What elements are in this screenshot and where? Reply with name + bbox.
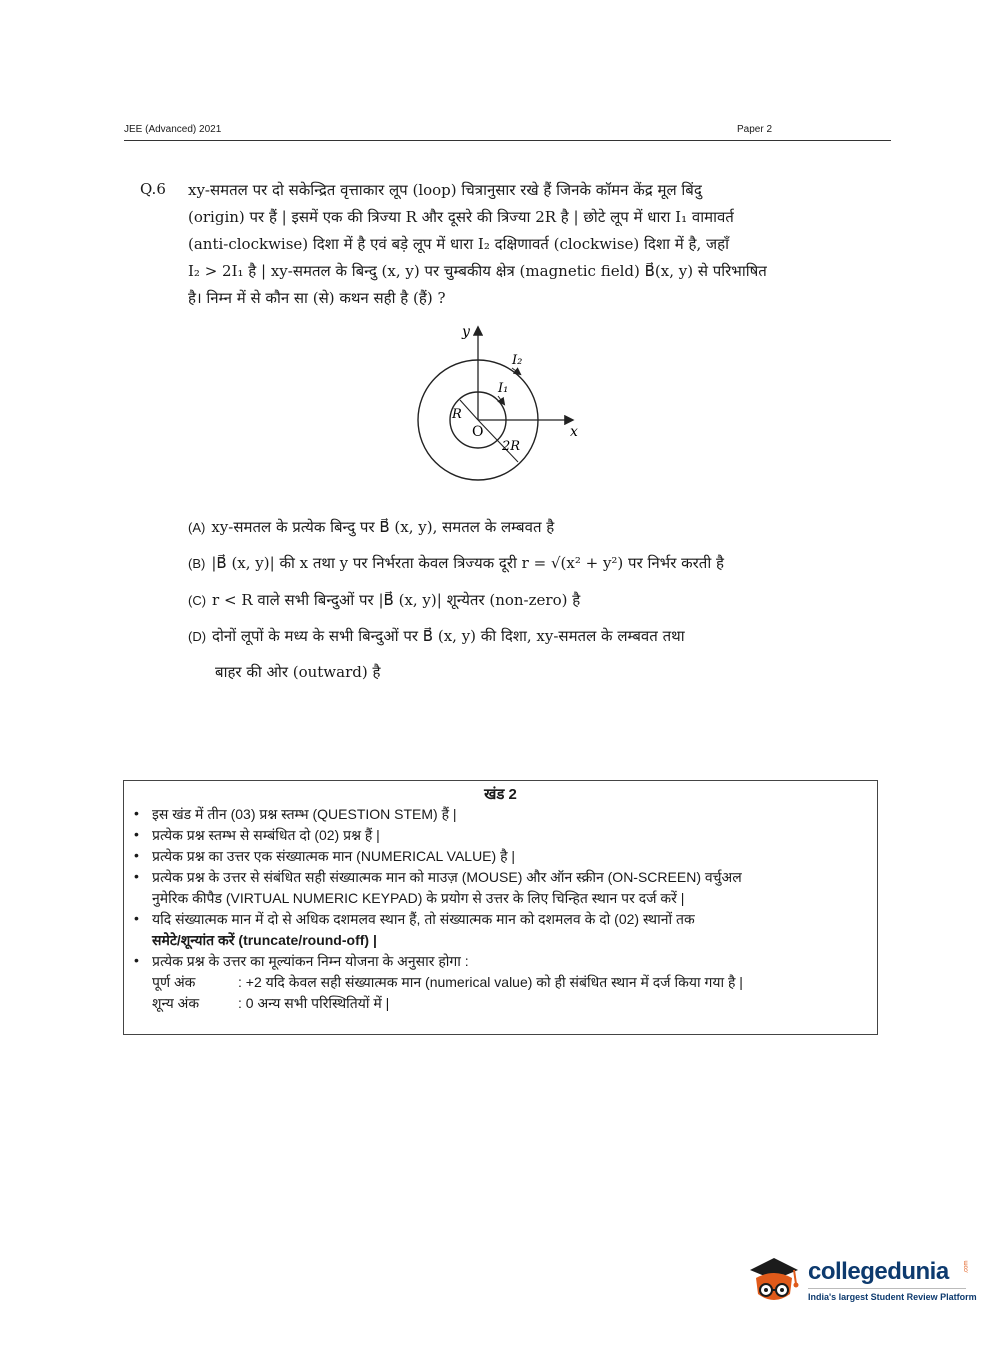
question-line-4: I₂ > 2I₁ है | xy-समतल के बिन्दु (x, y) पर चुम्बकीय क्षेत्र (magnetic field) B⃗(x, y) से परिभाषित: [188, 262, 767, 280]
inner-current-label: I₁: [498, 381, 509, 396]
logo-brand: collegedunia: [808, 1258, 949, 1285]
question-line-5: है। निम्न में से कौन सा (से) कथन सही है (हैं) ?: [188, 289, 446, 307]
outer-current-label: I₂: [512, 353, 523, 368]
full-marks-label: पूर्ण अंक: [152, 974, 196, 990]
section-instructions-box: [123, 780, 878, 1035]
option-b-label: (B): [188, 556, 206, 571]
full-marks-row: [152, 973, 743, 992]
option-d-text: दोनों लूपों के मध्य के सभी बिन्दुओं पर B⃗ (x, y) की दिशा, xy-समतल के लम्बवत तथा: [212, 627, 685, 645]
section-bullet-4: प्रत्येक प्रश्न के उत्तर से संबंधित सही संख्यात्मक मान को माउज़ (MOUSE) और ऑन स्क्रीन (ON-SCREEN) वर्चुअल: [152, 869, 742, 885]
header-exam-title: JEE (Advanced) 2021: [124, 124, 222, 135]
section-bullet-1: इस खंड में तीन (03) प्रश्न स्तम्भ (QUESTION STEM) हैं |: [152, 806, 457, 822]
zero-marks-label: शून्य अंक: [152, 995, 200, 1011]
option-d-label: (D): [188, 629, 207, 644]
mascot-icon: [742, 1250, 804, 1312]
header-paper: Paper 2: [737, 124, 773, 135]
logo-com: .com: [963, 1260, 970, 1274]
question-number: Q.6: [140, 180, 166, 198]
x-axis-label: x: [570, 424, 578, 440]
section-bullet-4-cont: नुमेरिक कीपैड (VIRTUAL NUMERIC KEYPAD) के प्रयोग से उत्तर के लिए चिन्हित स्थान पर दर्ज करें |: [152, 890, 685, 906]
logo-divider: [808, 1288, 966, 1289]
option-d: [188, 626, 685, 646]
section-bullet-2: प्रत्येक प्रश्न स्तम्भ से सम्बंधित दो (02) प्रश्न हैं |: [152, 827, 380, 843]
option-a-label: (A): [188, 520, 206, 535]
section-bullet-3: प्रत्येक प्रश्न का उत्तर एक संख्यात्मक मान (NUMERICAL VALUE) है |: [152, 848, 516, 864]
concentric-loops-figure: [412, 320, 592, 490]
option-b: [188, 553, 724, 573]
question-line-2: (origin) पर हैं | इसमें एक की त्रिज्या R और दूसरे की त्रिज्या 2R है | छोटे लूप में धारा I₁ वामावर्त: [188, 208, 734, 226]
zero-marks-text: : 0 अन्य सभी परिस्थितियों में |: [238, 995, 390, 1011]
bullet-icon: •: [134, 952, 139, 968]
bullet-icon: •: [134, 826, 139, 842]
section-bullet-5-cont: समेटे/शून्यांत करें (truncate/round-off) |: [152, 932, 377, 948]
option-b-text: |B⃗ (x, y)| की x तथा y पर निर्भरता केवल त्रिज्यक दूरी r = √(x² + y²) पर निर्भर करती है: [211, 554, 724, 572]
collegedunia-logo: [742, 1248, 977, 1318]
zero-marks-row: [152, 994, 389, 1013]
inner-radius-label: R: [452, 407, 462, 422]
logo-tagline: India's largest Student Review Platform: [808, 1292, 977, 1302]
bullet-icon: •: [134, 847, 139, 863]
section-title: खंड 2: [484, 786, 517, 803]
page-header: [124, 124, 891, 141]
option-d-continued: बाहर की ओर (outward) है: [215, 663, 381, 681]
option-c-text: r < R वाले सभी बिन्दुओं पर |B⃗ (x, y)| शून्येतर (non-zero) है: [212, 591, 581, 609]
bullet-icon: •: [134, 910, 139, 926]
inner-radius-line: [460, 400, 478, 420]
origin-label: O: [472, 424, 484, 440]
option-a: [188, 517, 554, 537]
bullet-icon: •: [134, 868, 139, 884]
option-c: [188, 590, 580, 610]
section-bullet-6: प्रत्येक प्रश्न के उत्तर का मूल्यांकन निम्न योजना के अनुसार होगा :: [152, 953, 469, 969]
section-bullet-5: यदि संख्यात्मक मान में दो से अधिक दशमलव स्थान हैं, तो संख्यात्मक मान को दशमलव के दो (02) स्थानों तक: [152, 911, 695, 927]
option-c-label: (C): [188, 593, 207, 608]
outer-radius-label: 2R: [502, 439, 521, 454]
inner-current-arrow: [498, 396, 504, 404]
option-a-text: xy-समतल के प्रत्येक बिन्दु पर B⃗ (x, y), समतल के लम्बवत है: [211, 518, 555, 536]
question-line-1: xy-समतल पर दो सकेन्द्रित वृत्ताकार लूप (loop) चित्रानुसार रखे हैं जिनके कॉमन केंद्र मूल बिंदु: [188, 181, 702, 199]
question-line-3: (anti-clockwise) दिशा में है एवं बड़े लूप में धारा I₂ दक्षिणावर्त (clockwise) दिशा में है, जहाँ: [188, 235, 729, 253]
bullet-icon: •: [134, 805, 139, 821]
y-axis-label: y: [462, 324, 470, 340]
full-marks-text: : +2 यदि केवल सही संख्यात्मक मान (numerical value) को ही संबंधित स्थान में दर्ज किया गया है |: [238, 974, 743, 990]
